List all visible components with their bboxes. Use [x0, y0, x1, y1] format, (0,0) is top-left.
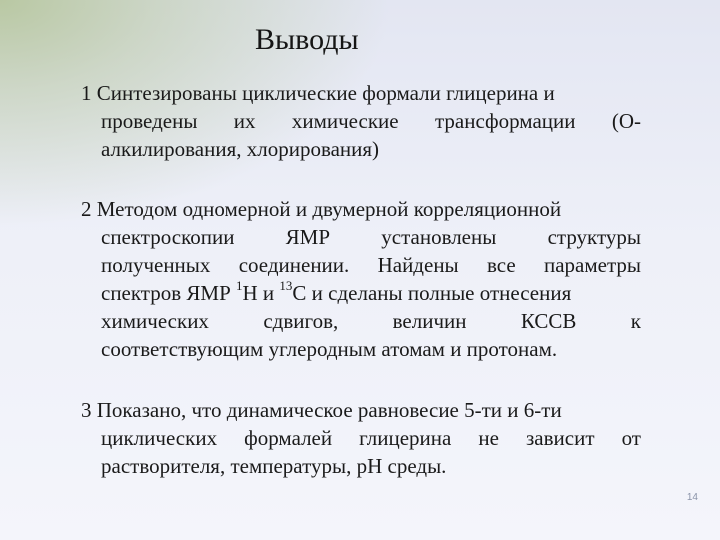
text-line: соответствующим углеродным атомам и протонам. [101, 337, 558, 361]
text-fragment: С и сделаны полные отнесения [292, 281, 572, 305]
page-number: 14 [686, 492, 698, 503]
text-fragment: Н и [242, 281, 280, 305]
superscript-13: 13 [279, 278, 293, 293]
text-line-with-superscripts [81, 279, 641, 307]
slide-title: Выводы [255, 23, 359, 56]
text-line: циклических формалей глицерина не зависит от [101, 426, 641, 450]
text-line: полученных соединении. Найдены все параметры [101, 253, 641, 277]
text-line: химических сдвигов, величин КССВ к [101, 309, 641, 333]
conclusion-item-2 [81, 195, 641, 363]
text-line: проведены их химические трансформации (О- [101, 109, 641, 133]
text-line: растворителя, температуры, рН среды. [101, 454, 447, 478]
superscript-1: 1 [236, 278, 243, 293]
text-line: 1 Синтезированы циклические формали глицерина и [81, 81, 555, 105]
conclusion-item-1 [81, 79, 641, 163]
conclusion-item-3 [81, 396, 641, 480]
text-line: 2 Методом одномерной и двумерной корреляционной [81, 197, 562, 221]
text-line: спектроскопии ЯМР установлены структуры [101, 225, 641, 249]
text-line: 3 Показано, что динамическое равновесие 5-ти и 6-ти [81, 398, 562, 422]
text-fragment: спектров ЯМР [101, 281, 237, 305]
text-line: алкилирования, хлорирования) [101, 137, 380, 161]
